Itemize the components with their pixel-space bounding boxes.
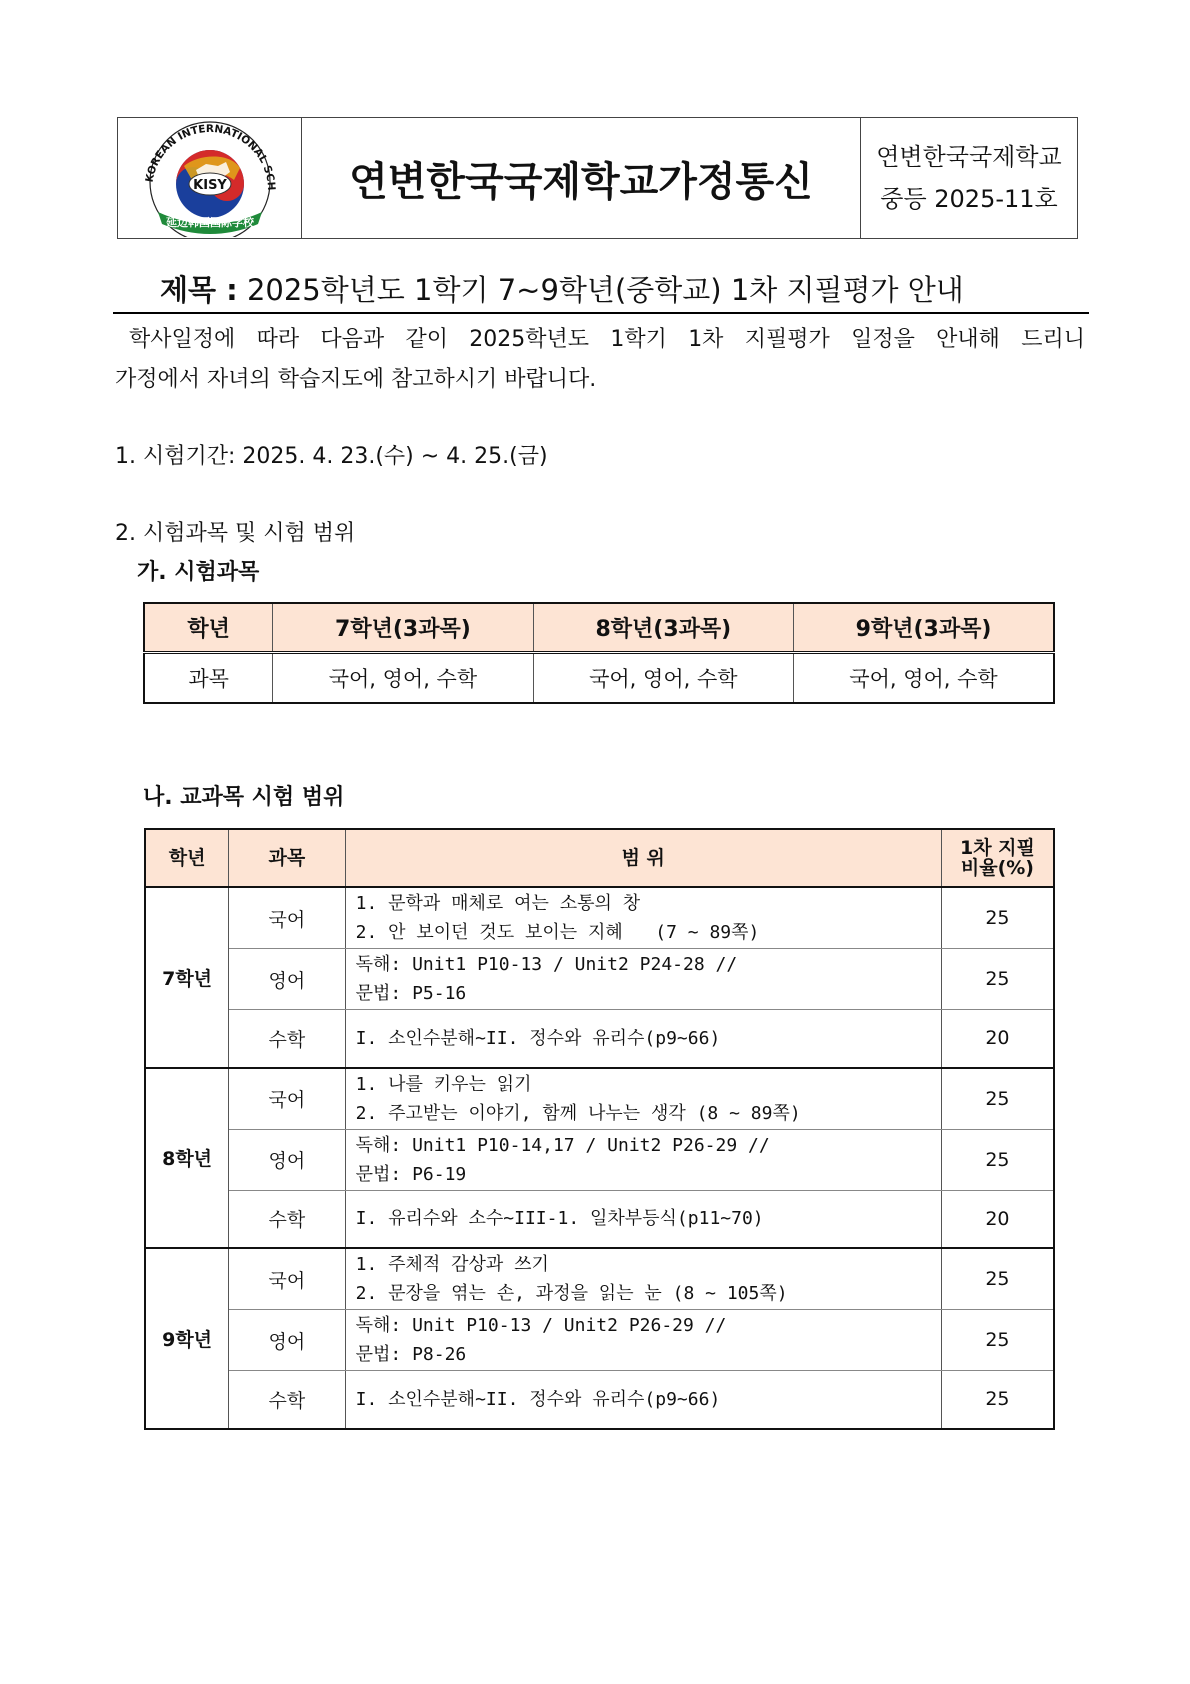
table-cell: 과목 (144, 652, 273, 703)
newsletter-header (117, 117, 1078, 239)
exam-subjects-heading: 2. 시험과목 및 시험 범위 (115, 521, 356, 546)
range-line: 2. 주고받는 이야기, 함께 나누는 생각 (8 ~ 89쪽) (355, 1102, 801, 1124)
subject-line (160, 268, 964, 309)
ratio-cell: 25 (941, 1310, 1054, 1371)
range-cell (345, 1371, 941, 1429)
logo-ring-text: KOREAN INTERNATIONAL SCH (143, 122, 278, 191)
ratio-cell: 25 (941, 1129, 1054, 1190)
subject-cell: 영어 (229, 1129, 345, 1190)
table-row (145, 949, 1054, 1010)
header-grade: 학년 (145, 829, 229, 887)
issue-number: 중등 2025-11호 (880, 185, 1058, 213)
grade-cell: 7학년 (145, 887, 229, 1068)
header-ratio-line2: 비율(%) (960, 857, 1034, 879)
ratio-cell: 25 (985, 1388, 1010, 1411)
table-row (145, 1010, 1054, 1068)
range-cell (345, 1010, 941, 1068)
table-row (145, 1129, 1054, 1190)
subject-cell: 국어 (229, 1068, 345, 1130)
range-line: I. 유리수와 소수~III-1. 일차부등식(p11~70) (355, 1208, 764, 1230)
header-cell: 9학년(3과목) (794, 603, 1054, 652)
subjects-table (143, 602, 1055, 704)
range-cell (345, 1129, 941, 1190)
range-line: 문법: P6-19 (355, 1163, 467, 1185)
range-line: 2. 안 보이던 것도 보이는 지혜 (7 ~ 89쪽) (355, 922, 760, 943)
subjects-table-header (144, 603, 1054, 652)
subject-cell: 국어 (229, 887, 345, 949)
header-subject: 과목 (229, 829, 345, 887)
table-row (145, 1190, 1054, 1248)
range-line: 2. 문장을 엮는 손, 과정을 읽는 눈 (8 ~ 105쪽) (355, 1283, 788, 1304)
subject-cell: 수학 (229, 1371, 345, 1429)
range-cell (345, 949, 941, 1010)
header-ratio-line1: 1차 지필 (959, 837, 1035, 859)
table-cell: 국어, 영어, 수학 (533, 652, 793, 703)
subject-text: 2025학년도 1학기 7~9학년(중학교) 1차 지필평가 안내 (246, 273, 964, 307)
newsletter-title: 연변한국국제학교가정통신 (302, 118, 861, 238)
ratio-cell: 25 (941, 949, 1054, 1010)
ratio-cell: 25 (941, 887, 1054, 949)
header-range: 범 위 (345, 829, 941, 887)
ranges-table-header (145, 829, 1054, 887)
range-line: I. 소인수분해~II. 정수와 유리수(p9~66) (355, 1027, 721, 1049)
header-cell: 학년 (144, 603, 273, 652)
range-cell (345, 887, 941, 949)
range-line: 독해: Unit P10-13 / Unit2 P26-29 // (355, 1315, 727, 1336)
subject-divider (113, 312, 1089, 314)
range-cell (345, 1190, 941, 1248)
range-line: 독해: Unit1 P10-14,17 / Unit2 P26-29 // (355, 1134, 770, 1156)
table-row (145, 1371, 1054, 1429)
subject-label: 제목 : (160, 273, 238, 307)
range-line: 1. 문학과 매체로 여는 소통의 창 (355, 893, 641, 914)
logo-banner-text: 延边韩国国际学校 (166, 216, 254, 229)
range-cell (345, 1310, 941, 1371)
subject-cell: 영어 (229, 949, 345, 1010)
subject-cell: 국어 (229, 1248, 345, 1310)
range-line: 1. 나를 키우는 읽기 (355, 1073, 532, 1095)
range-cell (345, 1248, 941, 1310)
exam-period: 1. 시험기간: 2025. 4. 23.(수) ~ 4. 25.(금) (115, 444, 548, 469)
header-cell: 7학년(3과목) (273, 603, 533, 652)
range-cell (345, 1068, 941, 1130)
range-line: I. 소인수분해~II. 정수와 유리수(p9~66) (355, 1388, 721, 1410)
table-row (145, 1248, 1054, 1310)
logo-cell (118, 118, 302, 238)
range-line: 문법: P5-16 (355, 983, 467, 1004)
header-cell: 8학년(3과목) (533, 603, 793, 652)
logo-center-text: KISY (193, 178, 227, 193)
range-line: 독해: Unit1 P10-13 / Unit2 P24-28 // (355, 954, 738, 975)
table-row (144, 652, 1054, 703)
range-line: 문법: P8-26 (355, 1344, 467, 1365)
table-row (145, 1068, 1054, 1130)
section-na-heading: 나. 교과목 시험 범위 (143, 785, 345, 810)
ratio-cell: 25 (941, 1068, 1054, 1130)
table-row (145, 887, 1054, 949)
subject-cell: 수학 (229, 1190, 345, 1248)
intro-line-1 (115, 320, 1085, 360)
grade-cell: 9학년 (145, 1248, 229, 1429)
publisher-cell (861, 118, 1077, 238)
header-ratio (941, 829, 1054, 887)
section-ga-heading: 가. 시험과목 (137, 560, 260, 585)
intro-line-2: 가정에서 자녀의 학습지도에 참고하시기 바랍니다. (115, 367, 597, 392)
ratio-cell: 20 (941, 1010, 1054, 1068)
publisher-name: 연변한국국제학교 (876, 143, 1062, 171)
grade-cell: 8학년 (145, 1068, 229, 1249)
table-row (145, 1310, 1054, 1371)
ratio-cell: 25 (941, 1248, 1054, 1310)
table-cell: 국어, 영어, 수학 (273, 652, 533, 703)
table-cell: 국어, 영어, 수학 (849, 666, 998, 691)
subject-cell: 영어 (229, 1310, 345, 1371)
ranges-table (144, 828, 1055, 1430)
intro-text-1: 학사일정에 따라 다음과 같이 2025학년도 1학기 1차 지필평가 일정을 안내해 드리니 (129, 327, 1085, 352)
ratio-cell: 20 (941, 1190, 1054, 1248)
school-logo (118, 118, 302, 237)
subject-cell: 수학 (229, 1010, 345, 1068)
range-line: 1. 주체적 감상과 쓰기 (355, 1254, 549, 1275)
